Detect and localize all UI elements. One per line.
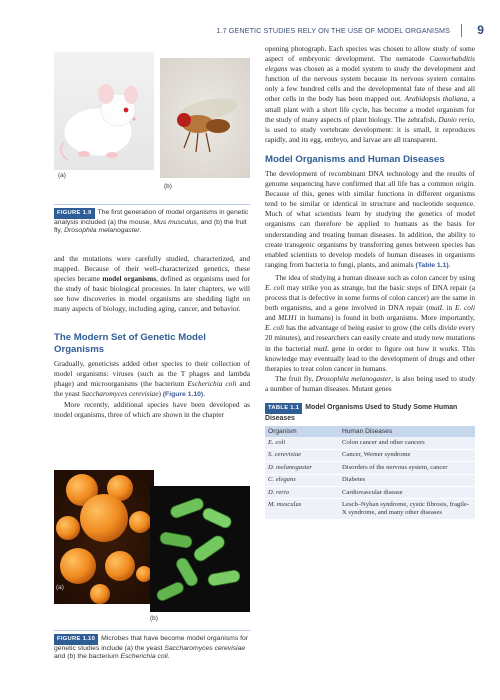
fruit-fly-photo <box>160 58 250 178</box>
table-header-row <box>265 426 475 437</box>
caption-text: . <box>167 653 170 661</box>
paragraph: opening photograph. Each species was chosen to allow study of some aspect of embryonic development. The nematode Caenorhabditis elegans was chosen as a model system to study the development and function of the nervous system because its nervous system contains only a few hundred cells and the developmental fate of these and all other cells in the body has been mapped out. Arabidopsis thaliana, a small plant with a short life cycle, has become a model organism for the study of many aspects of plant biology. The zebrafish, Danio rerio, is used to study vertebrate development: it is small, it reproduces rapidly, and its egg, embryo, and larvae are all transparent. <box>265 44 475 144</box>
caption-species: Saccharomyces cerevisiae <box>164 644 246 652</box>
caption-text: The first generation of model organisms in genetic analysis included (a) the mouse, <box>54 209 249 226</box>
figure-reference-link[interactable]: (Figure 1.10) <box>162 390 204 398</box>
organism-cell: C. elegans <box>265 474 339 486</box>
paragraph: The fruit fly, Drosophila melanogaster, is also being used to study a number of human diseases. Mutant genes <box>265 373 475 393</box>
figure-1-9 <box>54 52 250 194</box>
table-row <box>265 474 475 486</box>
table-row <box>265 499 475 520</box>
disease-cell: Cancer, Werner syndrome <box>339 449 475 461</box>
paragraph: More recently, additional species have been developed as model organisms, three of which are shown in the chapter <box>54 399 250 420</box>
section-heading-human-diseases: Model Organisms and Human Diseases <box>265 153 445 165</box>
paragraph: and the mutations were carefully studied, characterized, and mapped. Because of their well-characterized genetics, these species became model organisms, defined as organisms used for the study of basic biological processes. In later chapters, we will see how discoveries in model organisms are shedding light on many aspects of biology, including aging, cancer, and behavior. <box>54 254 251 314</box>
paragraph: Gradually, geneticists added other species to their collection of model organisms: viruses (such as the T phages and lambda phage) and microorganisms (the bacterium Escherichia coli and the yeast Saccharomyces cerevisiae) (Figure 1.10). <box>54 358 250 398</box>
figure-1-9-tag: FIGURE 1.9 <box>54 208 95 219</box>
figure-1-10-caption <box>54 630 250 662</box>
table-row <box>265 437 475 449</box>
organisms-table <box>265 426 475 520</box>
caption-text: Microbes that have become model organisms for genetic studies include (a) the yeast <box>54 635 249 652</box>
table-tag: TABLE 1.1 <box>265 403 302 414</box>
mouse-photo <box>54 52 154 170</box>
figure-1-9-caption <box>54 204 250 236</box>
disease-cell: Disorders of the nervous system, cancer <box>339 462 475 474</box>
left-column-text <box>54 254 250 420</box>
running-head <box>200 24 484 38</box>
column-header-organism: Organism <box>265 426 339 437</box>
organism-cell: S. cerevisiae <box>265 449 339 461</box>
table-title-text: Model Organisms Used to Study Some Human Diseases <box>265 404 458 422</box>
organism-cell: D. melanogaster <box>265 462 339 474</box>
figure-1-10 <box>54 470 250 628</box>
paragraph: The development of recombinant DNA technology and the results of genome sequencing have confirmed that all life has a common origin. Because of this, genes with similar functions in different organisms tend to be similar or identical in structure and nucleotide sequence. Much of what scientists learn by studying the genetics of model organisms can therefore be applied to humans as the basis for understanding and treating human diseases. In addition, the ability to create transgenic organisms by transferring genes between species has enabled scientists to develop models of human diseases in organisms ranging from bacteria to fungi, plants, and animals (Table 1.1). <box>265 168 475 269</box>
right-column-text <box>265 44 475 520</box>
organism-cell: M. musculus <box>265 499 339 520</box>
paragraph: The idea of studying a human disease such as colon cancer by using E. coli may strike you as strange, but the basic steps of DNA repair (a process that is defective in some forms of colon cancer) are the same in both organisms, and a gene involved in DNA repair (mutL in E. coli and MLH1 in humans) is found in both organisms. More importantly, E. coli has the advantage of being easier to grow (the cells divide every 20 minutes), and researchers can easily create and study new mutations in the bacterial mutL gene in order to figure out how it works. This knowledge may eventually lead to the development of drugs and other therapies to treat colon cancer in humans. <box>265 272 476 373</box>
disease-cell: Lesch–Nyhan syndrome, cystic fibrosis, fragile-X syndrome, and many other diseases <box>339 499 475 520</box>
caption-species: Drosophila melanogaster <box>64 227 140 235</box>
key-term: model organisms <box>102 274 157 284</box>
caption-species: Mus musculus <box>153 218 197 226</box>
table-row <box>265 462 475 474</box>
disease-cell: Colon cancer and other cancers <box>339 437 475 449</box>
figure-1-9-panel-a-label: (a) <box>58 172 66 179</box>
table-row <box>265 487 475 499</box>
caption-species: Escherichia coli <box>120 653 168 661</box>
caption-text: , and (b) the fruit fly, <box>54 218 247 235</box>
chapter-section-title: 1.7 GENETIC STUDIES RELY ON THE USE OF MODEL ORGANISMS <box>216 26 450 35</box>
caption-text: . <box>139 227 142 235</box>
table-reference-link[interactable]: (Table 1.1) <box>415 261 449 269</box>
ecoli-photo <box>150 486 250 612</box>
table-row <box>265 449 475 461</box>
table-title <box>265 403 475 423</box>
page-number: 9 <box>477 23 484 37</box>
figure-1-10-panel-b-label: (b) <box>150 615 158 622</box>
disease-cell: Diabetes <box>339 474 475 486</box>
organism-cell: D. rerio <box>265 487 339 499</box>
organism-cell: E. coli <box>265 437 339 449</box>
section-heading-modern-set: The Modern Set of Genetic Model Organisms <box>54 331 206 355</box>
figure-1-10-panel-a-label: (a) <box>56 584 64 591</box>
figure-1-9-panel-b-label: (b) <box>164 183 172 190</box>
table-1-1 <box>265 403 475 520</box>
column-header-diseases: Human Diseases <box>339 426 475 437</box>
header-divider <box>461 24 462 37</box>
figure-1-10-tag: FIGURE 1.10 <box>54 634 98 645</box>
yeast-photo <box>54 470 154 604</box>
caption-text: and (b) the bacterium <box>54 653 119 661</box>
disease-cell: Cardiovascular disease <box>339 487 475 499</box>
